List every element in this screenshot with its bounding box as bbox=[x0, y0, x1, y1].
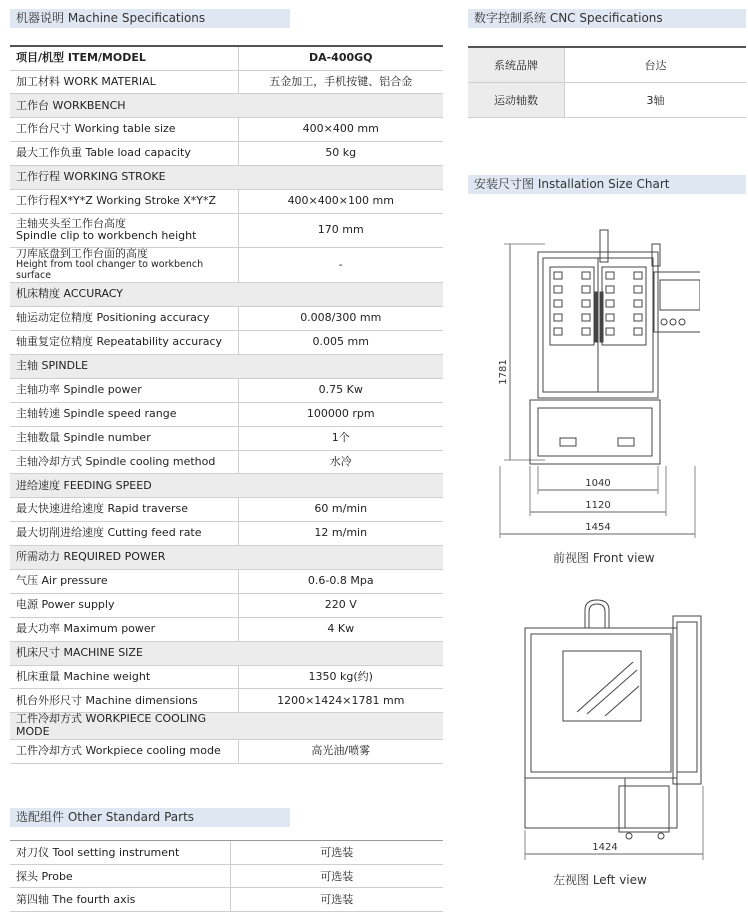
spec-category-row bbox=[10, 355, 443, 379]
cnc-row bbox=[468, 83, 746, 118]
spec-label: 电源 Power supply bbox=[10, 593, 238, 617]
option-label: 第四轴 The fourth axis bbox=[10, 888, 230, 912]
spec-header-label: 项目/机型 ITEM/MODEL bbox=[10, 46, 238, 70]
option-value: 可选装 bbox=[230, 888, 443, 912]
spec-value: 400×400×100 mm bbox=[238, 189, 443, 213]
spec-row bbox=[10, 378, 443, 402]
spec-category-label: 所需动力 REQUIRED POWER bbox=[10, 546, 238, 570]
spec-category-label: 进给速度 FEEDING SPEED bbox=[10, 474, 238, 498]
keypad-square bbox=[554, 286, 562, 293]
spec-value: 220 V bbox=[238, 593, 443, 617]
cnc-value: 台达 bbox=[565, 47, 747, 83]
keypad-square bbox=[634, 286, 642, 293]
front-width-1454-label: 1454 bbox=[585, 522, 611, 533]
keypad-square bbox=[554, 272, 562, 279]
cnc-section-title: 数字控制系统 CNC Specifications bbox=[468, 9, 746, 28]
front-width-1120-label: 1120 bbox=[585, 500, 611, 511]
spec-header-value: DA-400GQ bbox=[238, 46, 443, 70]
spec-row bbox=[10, 331, 443, 355]
front-height-label: 1781 bbox=[498, 359, 509, 385]
spec-row bbox=[10, 189, 443, 213]
spec-category-blank bbox=[238, 641, 443, 665]
keypad-square bbox=[582, 272, 590, 279]
keypad-square bbox=[582, 328, 590, 335]
front-width-1040-label: 1040 bbox=[585, 478, 611, 489]
spec-value: 1200×1424×1781 mm bbox=[238, 689, 443, 713]
spec-header-row bbox=[10, 46, 443, 70]
spec-table bbox=[10, 45, 443, 764]
option-label: 探头 Probe bbox=[10, 864, 230, 888]
spec-category-blank bbox=[238, 355, 443, 379]
spec-category-row bbox=[10, 641, 443, 665]
spec-category-blank bbox=[238, 94, 443, 118]
spec-category-row bbox=[10, 94, 443, 118]
spec-row bbox=[10, 213, 443, 247]
spec-row bbox=[10, 665, 443, 689]
spec-value: - bbox=[238, 247, 443, 282]
spec-row bbox=[10, 70, 443, 94]
spec-row bbox=[10, 118, 443, 142]
spec-row bbox=[10, 247, 443, 282]
cnc-label: 运动轴数 bbox=[468, 83, 565, 118]
spec-row bbox=[10, 570, 443, 594]
spec-label: 主轴转速 Spindle speed range bbox=[10, 402, 238, 426]
left-width-label: 1424 bbox=[592, 842, 618, 853]
option-label: 对刀仪 Tool setting instrument bbox=[10, 841, 230, 865]
spec-row bbox=[10, 593, 443, 617]
spec-row bbox=[10, 689, 443, 713]
spec-row bbox=[10, 450, 443, 474]
spec-category-label: 主轴 SPINDLE bbox=[10, 355, 238, 379]
keypad-square bbox=[554, 328, 562, 335]
spec-value: 1350 kg(约) bbox=[238, 665, 443, 689]
keypad-square bbox=[634, 328, 642, 335]
spec-value: 五金加工，手机按键、铝合金 bbox=[238, 70, 443, 94]
spec-label: 主轴数量 Spindle number bbox=[10, 426, 238, 450]
keypad-square bbox=[606, 286, 614, 293]
spec-value: 水冷 bbox=[238, 450, 443, 474]
spec-category-row bbox=[10, 546, 443, 570]
spec-label: 工作台尺寸 Working table size bbox=[10, 118, 238, 142]
spec-category-row bbox=[10, 283, 443, 307]
left-view-caption: 左视图 Left view bbox=[553, 873, 647, 887]
spec-value: 50 kg bbox=[238, 142, 443, 166]
keypad-square bbox=[582, 314, 590, 321]
spec-value: 高光油/喷雾 bbox=[238, 739, 443, 763]
keypad-square bbox=[582, 286, 590, 293]
spec-label: 工件冷却方式 Workpiece cooling mode bbox=[10, 739, 238, 763]
option-value: 可选装 bbox=[230, 864, 443, 888]
spec-label: 最大工作负重 Table load capacity bbox=[10, 142, 238, 166]
spec-category-label: 机床尺寸 MACHINE SIZE bbox=[10, 641, 238, 665]
keypad-square bbox=[606, 272, 614, 279]
spec-label: 最大切削进给速度 Cutting feed rate bbox=[10, 522, 238, 546]
spec-category-label: 工作台 WORKBENCH bbox=[10, 94, 238, 118]
spec-label: 最大功率 Maximum power bbox=[10, 617, 238, 641]
spec-label: 机床重量 Machine weight bbox=[10, 665, 238, 689]
spec-label: 主轴冷却方式 Spindle cooling method bbox=[10, 450, 238, 474]
spec-value: 4 Kw bbox=[238, 617, 443, 641]
spec-row bbox=[10, 142, 443, 166]
cnc-table bbox=[468, 46, 746, 118]
spec-label: 轴重复定位精度 Repeatability accuracy bbox=[10, 331, 238, 355]
spec-category-blank bbox=[238, 474, 443, 498]
spec-category-blank bbox=[238, 166, 443, 190]
spec-value: 100000 rpm bbox=[238, 402, 443, 426]
spec-label: 机台外形尺寸 Machine dimensions bbox=[10, 689, 238, 713]
spec-row bbox=[10, 307, 443, 331]
spec-value: 12 m/min bbox=[238, 522, 443, 546]
option-value: 可选装 bbox=[230, 841, 443, 865]
spec-value: 0.6-0.8 Mpa bbox=[238, 570, 443, 594]
spec-value: 0.75 Kw bbox=[238, 378, 443, 402]
spec-row bbox=[10, 522, 443, 546]
install-section-title: 安装尺寸图 Installation Size Chart bbox=[468, 175, 746, 194]
spec-row bbox=[10, 617, 443, 641]
cnc-row bbox=[468, 47, 746, 83]
spec-value: 170 mm bbox=[238, 213, 443, 247]
spec-label-en: Height from tool changer to workbench surface bbox=[16, 259, 204, 282]
spec-category-row bbox=[10, 713, 443, 739]
spec-value: 0.008/300 mm bbox=[238, 307, 443, 331]
spec-value: 400×400 mm bbox=[238, 118, 443, 142]
keypad-square bbox=[582, 300, 590, 307]
spec-category-blank bbox=[238, 713, 443, 739]
option-row bbox=[10, 888, 443, 912]
keypad-square bbox=[554, 300, 562, 307]
spec-label bbox=[10, 213, 238, 247]
spec-label: 最大快速进给速度 Rapid traverse bbox=[10, 498, 238, 522]
spec-label: 加工材料 WORK MATERIAL bbox=[10, 70, 238, 94]
options-section-title: 选配组件 Other Standard Parts bbox=[10, 808, 290, 827]
keypad-square bbox=[606, 300, 614, 307]
spec-category-blank bbox=[238, 283, 443, 307]
spec-row bbox=[10, 739, 443, 763]
keypad-square bbox=[554, 314, 562, 321]
spec-category-label: 工件冷却方式 WORKPIECE COOLING MODE bbox=[10, 713, 238, 739]
keypad-square bbox=[606, 328, 614, 335]
cnc-label: 系统品牌 bbox=[468, 47, 565, 83]
keypad-square bbox=[606, 314, 614, 321]
keypad-square bbox=[634, 314, 642, 321]
spec-value: 60 m/min bbox=[238, 498, 443, 522]
option-row bbox=[10, 841, 443, 865]
spec-category-row bbox=[10, 474, 443, 498]
spec-category-blank bbox=[238, 546, 443, 570]
option-row bbox=[10, 864, 443, 888]
spec-label: 工作行程X*Y*Z Working Stroke X*Y*Z bbox=[10, 189, 238, 213]
spec-label: 轴运动定位精度 Positioning accuracy bbox=[10, 307, 238, 331]
left-view-drawing bbox=[505, 596, 715, 866]
spec-label: 气压 Air pressure bbox=[10, 570, 238, 594]
options-table bbox=[10, 840, 443, 912]
spec-label-en: Spindle clip to workbench height bbox=[16, 229, 197, 243]
spec-section-title: 机器说明 Machine Specifications bbox=[10, 9, 290, 28]
keypad-square bbox=[634, 300, 642, 307]
cnc-value: 3轴 bbox=[565, 83, 747, 118]
spec-category-row bbox=[10, 166, 443, 190]
keypad-square bbox=[634, 272, 642, 279]
spec-row bbox=[10, 426, 443, 450]
front-view-caption: 前视图 Front view bbox=[553, 551, 655, 565]
spec-label-cn: 主轴夹头至工作台高度 bbox=[16, 216, 126, 230]
front-view-drawing bbox=[490, 222, 700, 542]
spec-label bbox=[10, 247, 238, 282]
spec-label-cn: 刀库底盘到工作台面的高度 bbox=[16, 246, 148, 260]
spec-label: 主轴功率 Spindle power bbox=[10, 378, 238, 402]
spec-value: 0.005 mm bbox=[238, 331, 443, 355]
spec-row bbox=[10, 402, 443, 426]
spec-category-label: 工作行程 WORKING STROKE bbox=[10, 166, 238, 190]
spec-category-label: 机床精度 ACCURACY bbox=[10, 283, 238, 307]
spec-row bbox=[10, 498, 443, 522]
spec-value: 1个 bbox=[238, 426, 443, 450]
